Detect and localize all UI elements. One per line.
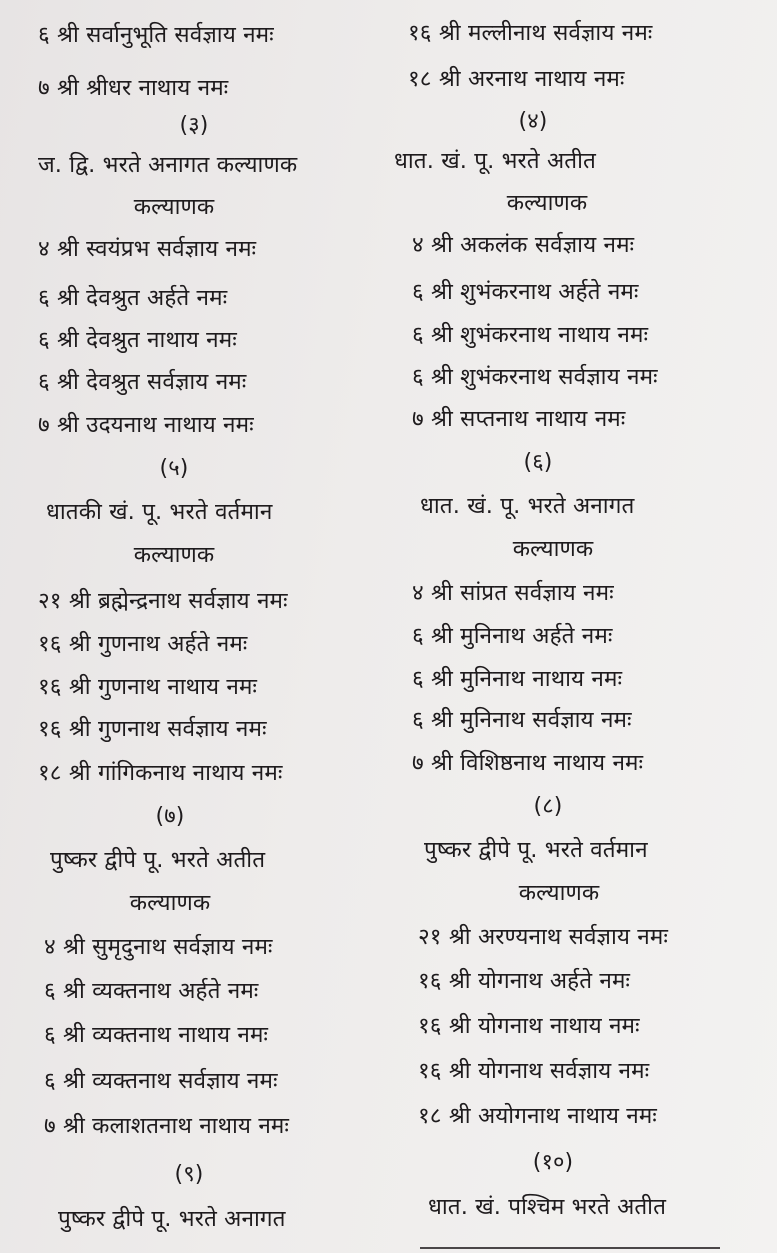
mantra-line: २१ श्री अरण्यनाथ सर्वज्ञाय नमः (418, 924, 668, 950)
section-number: (६) (523, 450, 553, 475)
section-heading-sub: कल्याणक (518, 880, 600, 906)
mantra-line: ४ श्री स्वयंप्रभ सर्वज्ञाय नमः (38, 236, 257, 262)
mantra-line: ६ श्री शुभंकरनाथ सर्वज्ञाय नमः (412, 364, 658, 390)
section-number: (७) (155, 804, 185, 829)
section-heading-sub: कल्याणक (129, 890, 211, 916)
mantra-line: १८ श्री अरनाथ नाथाय नमः (408, 66, 625, 92)
mantra-line: ६ श्री व्यक्तनाथ अर्हते नमः (44, 978, 259, 1004)
section-heading: धात. खं. पू. भरते अतीत (394, 148, 596, 174)
section-heading: पुष्कर द्वीपे पू. भरते अतीत (50, 847, 266, 873)
right-column (388, 0, 776, 1253)
mantra-line: १८ श्री अयोगनाथ नाथाय नमः (418, 1103, 657, 1129)
mantra-line: ६ श्री सर्वानुभूति सर्वज्ञाय नमः (38, 22, 274, 48)
section-heading: धात. खं. पश्चिम भरते अतीत (428, 1194, 667, 1220)
section-number: (५) (159, 456, 189, 481)
mantra-line: ६ श्री शुभंकरनाथ नाथाय नमः (412, 322, 649, 348)
mantra-line: ७ श्री विशिष्ठनाथ नाथाय नमः (412, 750, 644, 776)
left-column (0, 0, 388, 1253)
mantra-line: १६ श्री मल्लीनाथ सर्वज्ञाय नमः (408, 20, 653, 46)
mantra-line: १६ श्री योगनाथ सर्वज्ञाय नमः (418, 1058, 650, 1084)
section-heading: पुष्कर द्वीपे पू. भरते वर्तमान (424, 837, 648, 863)
section-heading: धातकी खं. पू. भरते वर्तमान (46, 499, 273, 525)
mantra-line: ६ श्री मुनिनाथ नाथाय नमः (412, 666, 623, 692)
mantra-line: ६ श्री मुनिनाथ सर्वज्ञाय नमः (412, 707, 632, 733)
mantra-line: ६ श्री देवश्रुत सर्वज्ञाय नमः (38, 369, 247, 395)
section-heading-sub: कल्याणक (133, 194, 215, 220)
mantra-line: ७ श्री सप्तनाथ नाथाय नमः (412, 406, 626, 432)
mantra-line: १६ श्री गुणनाथ अर्हते नमः (38, 631, 248, 657)
section-number: (९) (174, 1162, 204, 1187)
section-number: (३) (179, 113, 209, 138)
bottom-rule (420, 1247, 720, 1249)
section-number: (८) (533, 794, 563, 819)
mantra-line: १६ श्री योगनाथ अर्हते नमः (418, 968, 631, 994)
section-heading: धात. खं. पू. भरते अनागत (420, 493, 635, 519)
mantra-line: ४ श्री सुमृदुनाथ सर्वज्ञाय नमः (44, 934, 273, 960)
mantra-line: १८ श्री गांगिकनाथ नाथाय नमः (38, 760, 283, 786)
mantra-line: ४ श्री सांप्रत सर्वज्ञाय नमः (412, 580, 614, 606)
section-heading-sub: कल्याणक (133, 542, 215, 568)
mantra-line: ६ श्री देवश्रुत नाथाय नमः (38, 327, 237, 353)
section-number: (१०) (532, 1150, 574, 1175)
section-heading: ज. द्वि. भरते अनागत कल्याणक (38, 152, 298, 178)
mantra-line: ६ श्री मुनिनाथ अर्हते नमः (412, 623, 613, 649)
mantra-line: ७ श्री श्रीधर नाथाय नमः (38, 75, 229, 101)
mantra-line: ६ श्री व्यक्तनाथ नाथाय नमः (44, 1022, 269, 1048)
section-heading-sub: कल्याणक (506, 190, 588, 216)
mantra-line: ६ श्री देवश्रुत अर्हते नमः (38, 285, 228, 311)
mantra-line: २१ श्री ब्रह्मेन्द्रनाथ सर्वज्ञाय नमः (38, 588, 288, 614)
section-heading: पुष्कर द्वीपे पू. भरते अनागत (58, 1206, 286, 1232)
section-heading-sub: कल्याणक (512, 536, 594, 562)
mantra-line: १६ श्री गुणनाथ सर्वज्ञाय नमः (38, 716, 267, 742)
mantra-line: ६ श्री शुभंकरनाथ अर्हते नमः (412, 279, 639, 305)
mantra-line: ६ श्री व्यक्तनाथ सर्वज्ञाय नमः (44, 1068, 278, 1094)
mantra-line: ४ श्री अकलंक सर्वज्ञाय नमः (412, 232, 635, 258)
mantra-line: १६ श्री योगनाथ नाथाय नमः (418, 1013, 640, 1039)
mantra-line: ७ श्री कलाशतनाथ नाथाय नमः (44, 1113, 290, 1139)
section-number: (४) (518, 109, 548, 134)
mantra-line: १६ श्री गुणनाथ नाथाय नमः (38, 674, 258, 700)
mantra-line: ७ श्री उदयनाथ नाथाय नमः (38, 412, 254, 438)
